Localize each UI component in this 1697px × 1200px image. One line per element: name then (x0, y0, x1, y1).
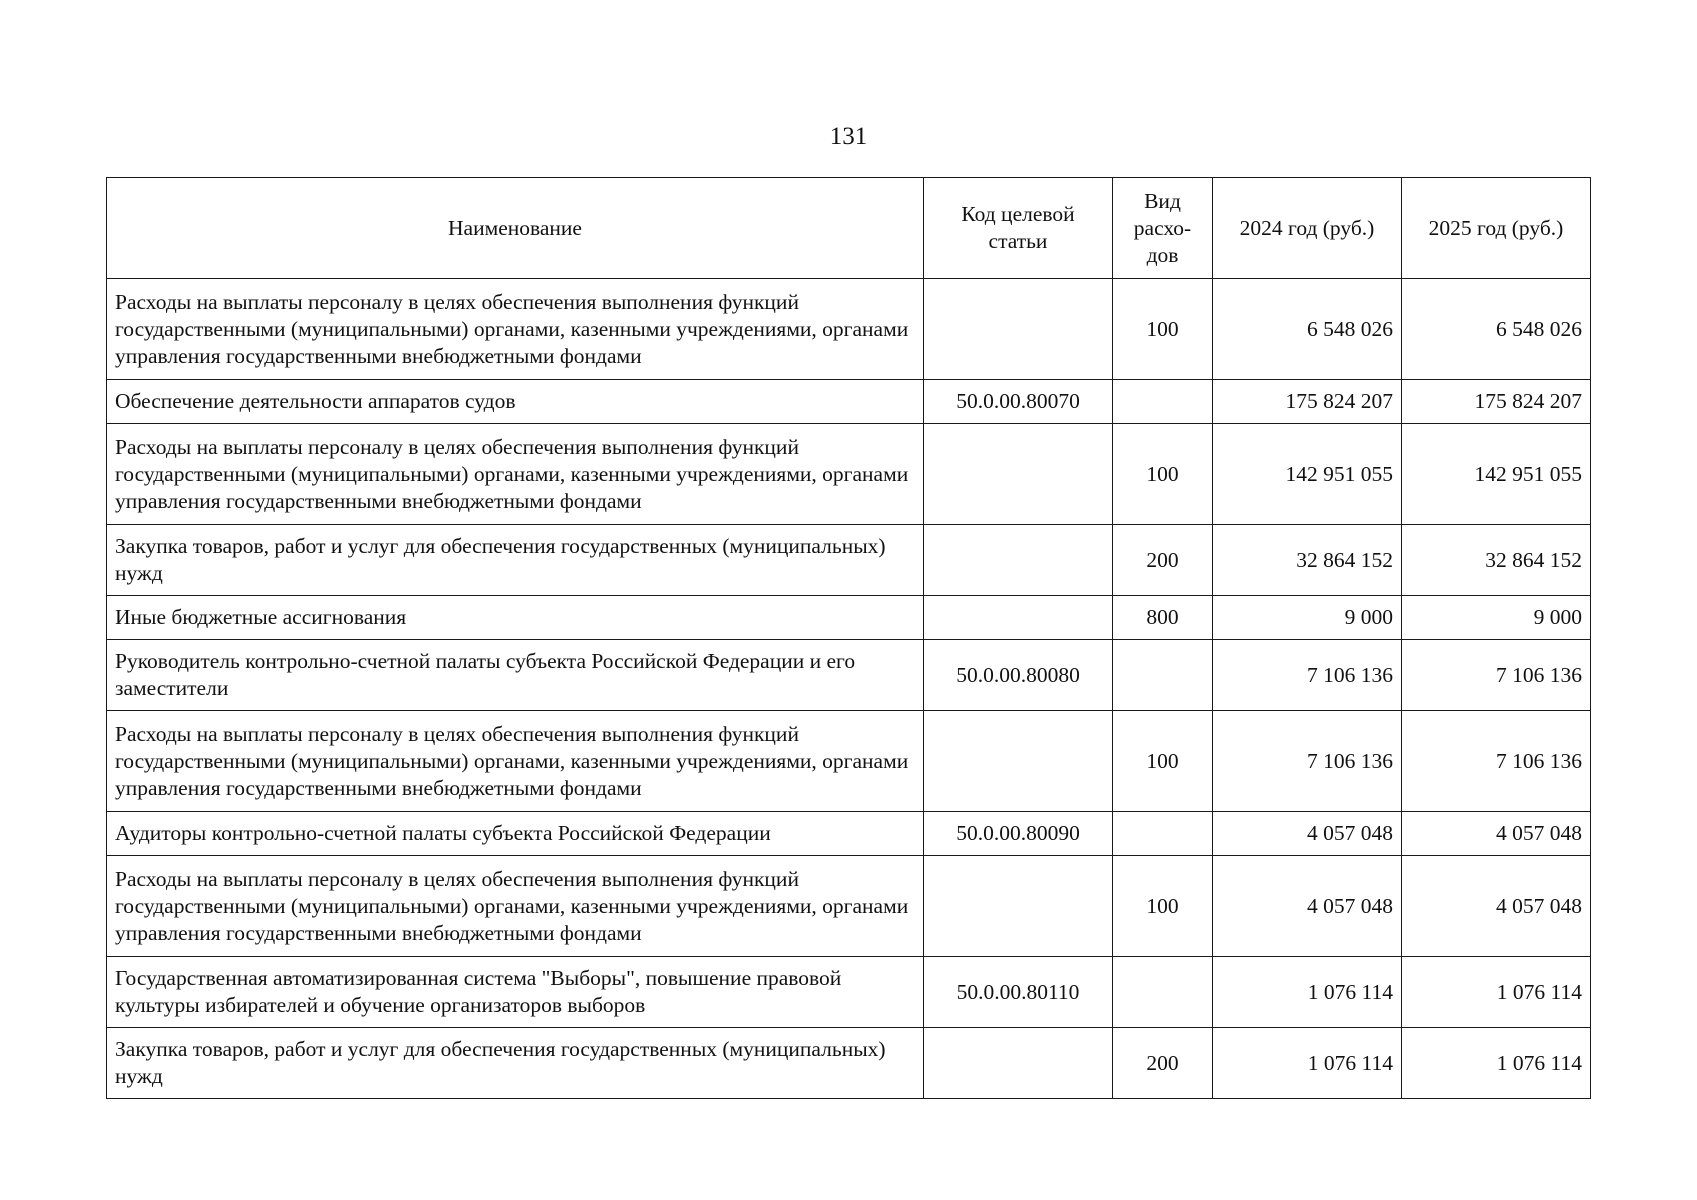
table-row (107, 812, 1591, 856)
table-row (107, 424, 1591, 525)
row-name: Расходы на выплаты персоналу в целях обеспечения выполнения функций государственными (муниципальными) органами, казенными учреждениями, органами управления государственными внебюджетными фондами (107, 856, 924, 957)
row-type: 100 (1113, 711, 1213, 812)
table-row (107, 279, 1591, 380)
row-2025: 1 076 114 (1402, 957, 1591, 1028)
row-name: Обеспечение деятельности аппаратов судов (107, 380, 924, 424)
table-row (107, 1028, 1591, 1099)
table-row (107, 711, 1591, 812)
row-name: Расходы на выплаты персоналу в целях обеспечения выполнения функций государственными (муниципальными) органами, казенными учреждениями, органами управления государственными внебюджетными фондами (107, 424, 924, 525)
row-2025: 175 824 207 (1402, 380, 1591, 424)
row-2024: 1 076 114 (1213, 1028, 1402, 1099)
budget-table (106, 177, 1591, 1099)
row-code (924, 711, 1113, 812)
row-2024: 7 106 136 (1213, 711, 1402, 812)
table-row (107, 856, 1591, 957)
row-2025: 142 951 055 (1402, 424, 1591, 525)
row-type (1113, 640, 1213, 711)
row-2024: 4 057 048 (1213, 856, 1402, 957)
row-2024: 6 548 026 (1213, 279, 1402, 380)
table-row (107, 380, 1591, 424)
table-row (107, 957, 1591, 1028)
header-name: Наименование (107, 178, 924, 279)
row-2024: 1 076 114 (1213, 957, 1402, 1028)
row-code (924, 856, 1113, 957)
row-name: Расходы на выплаты персоналу в целях обеспечения выполнения функций государственными (муниципальными) органами, казенными учреждениями, органами управления государственными внебюджетными фондами (107, 711, 924, 812)
row-code (924, 596, 1113, 640)
table-header-row (107, 178, 1591, 279)
row-type: 800 (1113, 596, 1213, 640)
row-name: Руководитель контрольно-счетной палаты субъекта Российской Федерации и его заместители (107, 640, 924, 711)
row-2025: 4 057 048 (1402, 856, 1591, 957)
row-name: Закупка товаров, работ и услуг для обеспечения государственных (муниципальных) нужд (107, 1028, 924, 1099)
header-2025: 2025 год (руб.) (1402, 178, 1591, 279)
row-2024: 142 951 055 (1213, 424, 1402, 525)
row-type: 200 (1113, 1028, 1213, 1099)
row-code (924, 424, 1113, 525)
header-code: Код целевой статьи (924, 178, 1113, 279)
page-number: 131 (829, 123, 868, 150)
row-2025: 9 000 (1402, 596, 1591, 640)
table-row (107, 640, 1591, 711)
header-type: Вид расхо-дов (1113, 178, 1213, 279)
row-type: 100 (1113, 424, 1213, 525)
row-type: 200 (1113, 525, 1213, 596)
row-2024: 7 106 136 (1213, 640, 1402, 711)
row-name: Расходы на выплаты персоналу в целях обеспечения выполнения функций государственными (муниципальными) органами, казенными учреждениями, органами управления государственными внебюджетными фондами (107, 279, 924, 380)
row-2025: 32 864 152 (1402, 525, 1591, 596)
row-code: 50.0.00.80110 (924, 957, 1113, 1028)
table-row (107, 596, 1591, 640)
row-2024: 175 824 207 (1213, 380, 1402, 424)
row-name: Закупка товаров, работ и услуг для обеспечения государственных (муниципальных) нужд (107, 525, 924, 596)
row-type: 100 (1113, 279, 1213, 380)
row-name: Иные бюджетные ассигнования (107, 596, 924, 640)
row-code (924, 279, 1113, 380)
header-2024: 2024 год (руб.) (1213, 178, 1402, 279)
row-code: 50.0.00.80070 (924, 380, 1113, 424)
row-type (1113, 812, 1213, 856)
row-2024: 9 000 (1213, 596, 1402, 640)
row-type (1113, 957, 1213, 1028)
row-name: Государственная автоматизированная система "Выборы", повышение правовой культуры избирателей и обучение организаторов выборов (107, 957, 924, 1028)
row-code: 50.0.00.80080 (924, 640, 1113, 711)
row-type: 100 (1113, 856, 1213, 957)
row-code (924, 525, 1113, 596)
row-code: 50.0.00.80090 (924, 812, 1113, 856)
row-type (1113, 380, 1213, 424)
row-code (924, 1028, 1113, 1099)
row-2025: 7 106 136 (1402, 640, 1591, 711)
row-2024: 32 864 152 (1213, 525, 1402, 596)
row-name: Аудиторы контрольно-счетной палаты субъекта Российской Федерации (107, 812, 924, 856)
table-row (107, 525, 1591, 596)
row-2025: 6 548 026 (1402, 279, 1591, 380)
row-2024: 4 057 048 (1213, 812, 1402, 856)
row-2025: 7 106 136 (1402, 711, 1591, 812)
row-2025: 1 076 114 (1402, 1028, 1591, 1099)
row-2025: 4 057 048 (1402, 812, 1591, 856)
